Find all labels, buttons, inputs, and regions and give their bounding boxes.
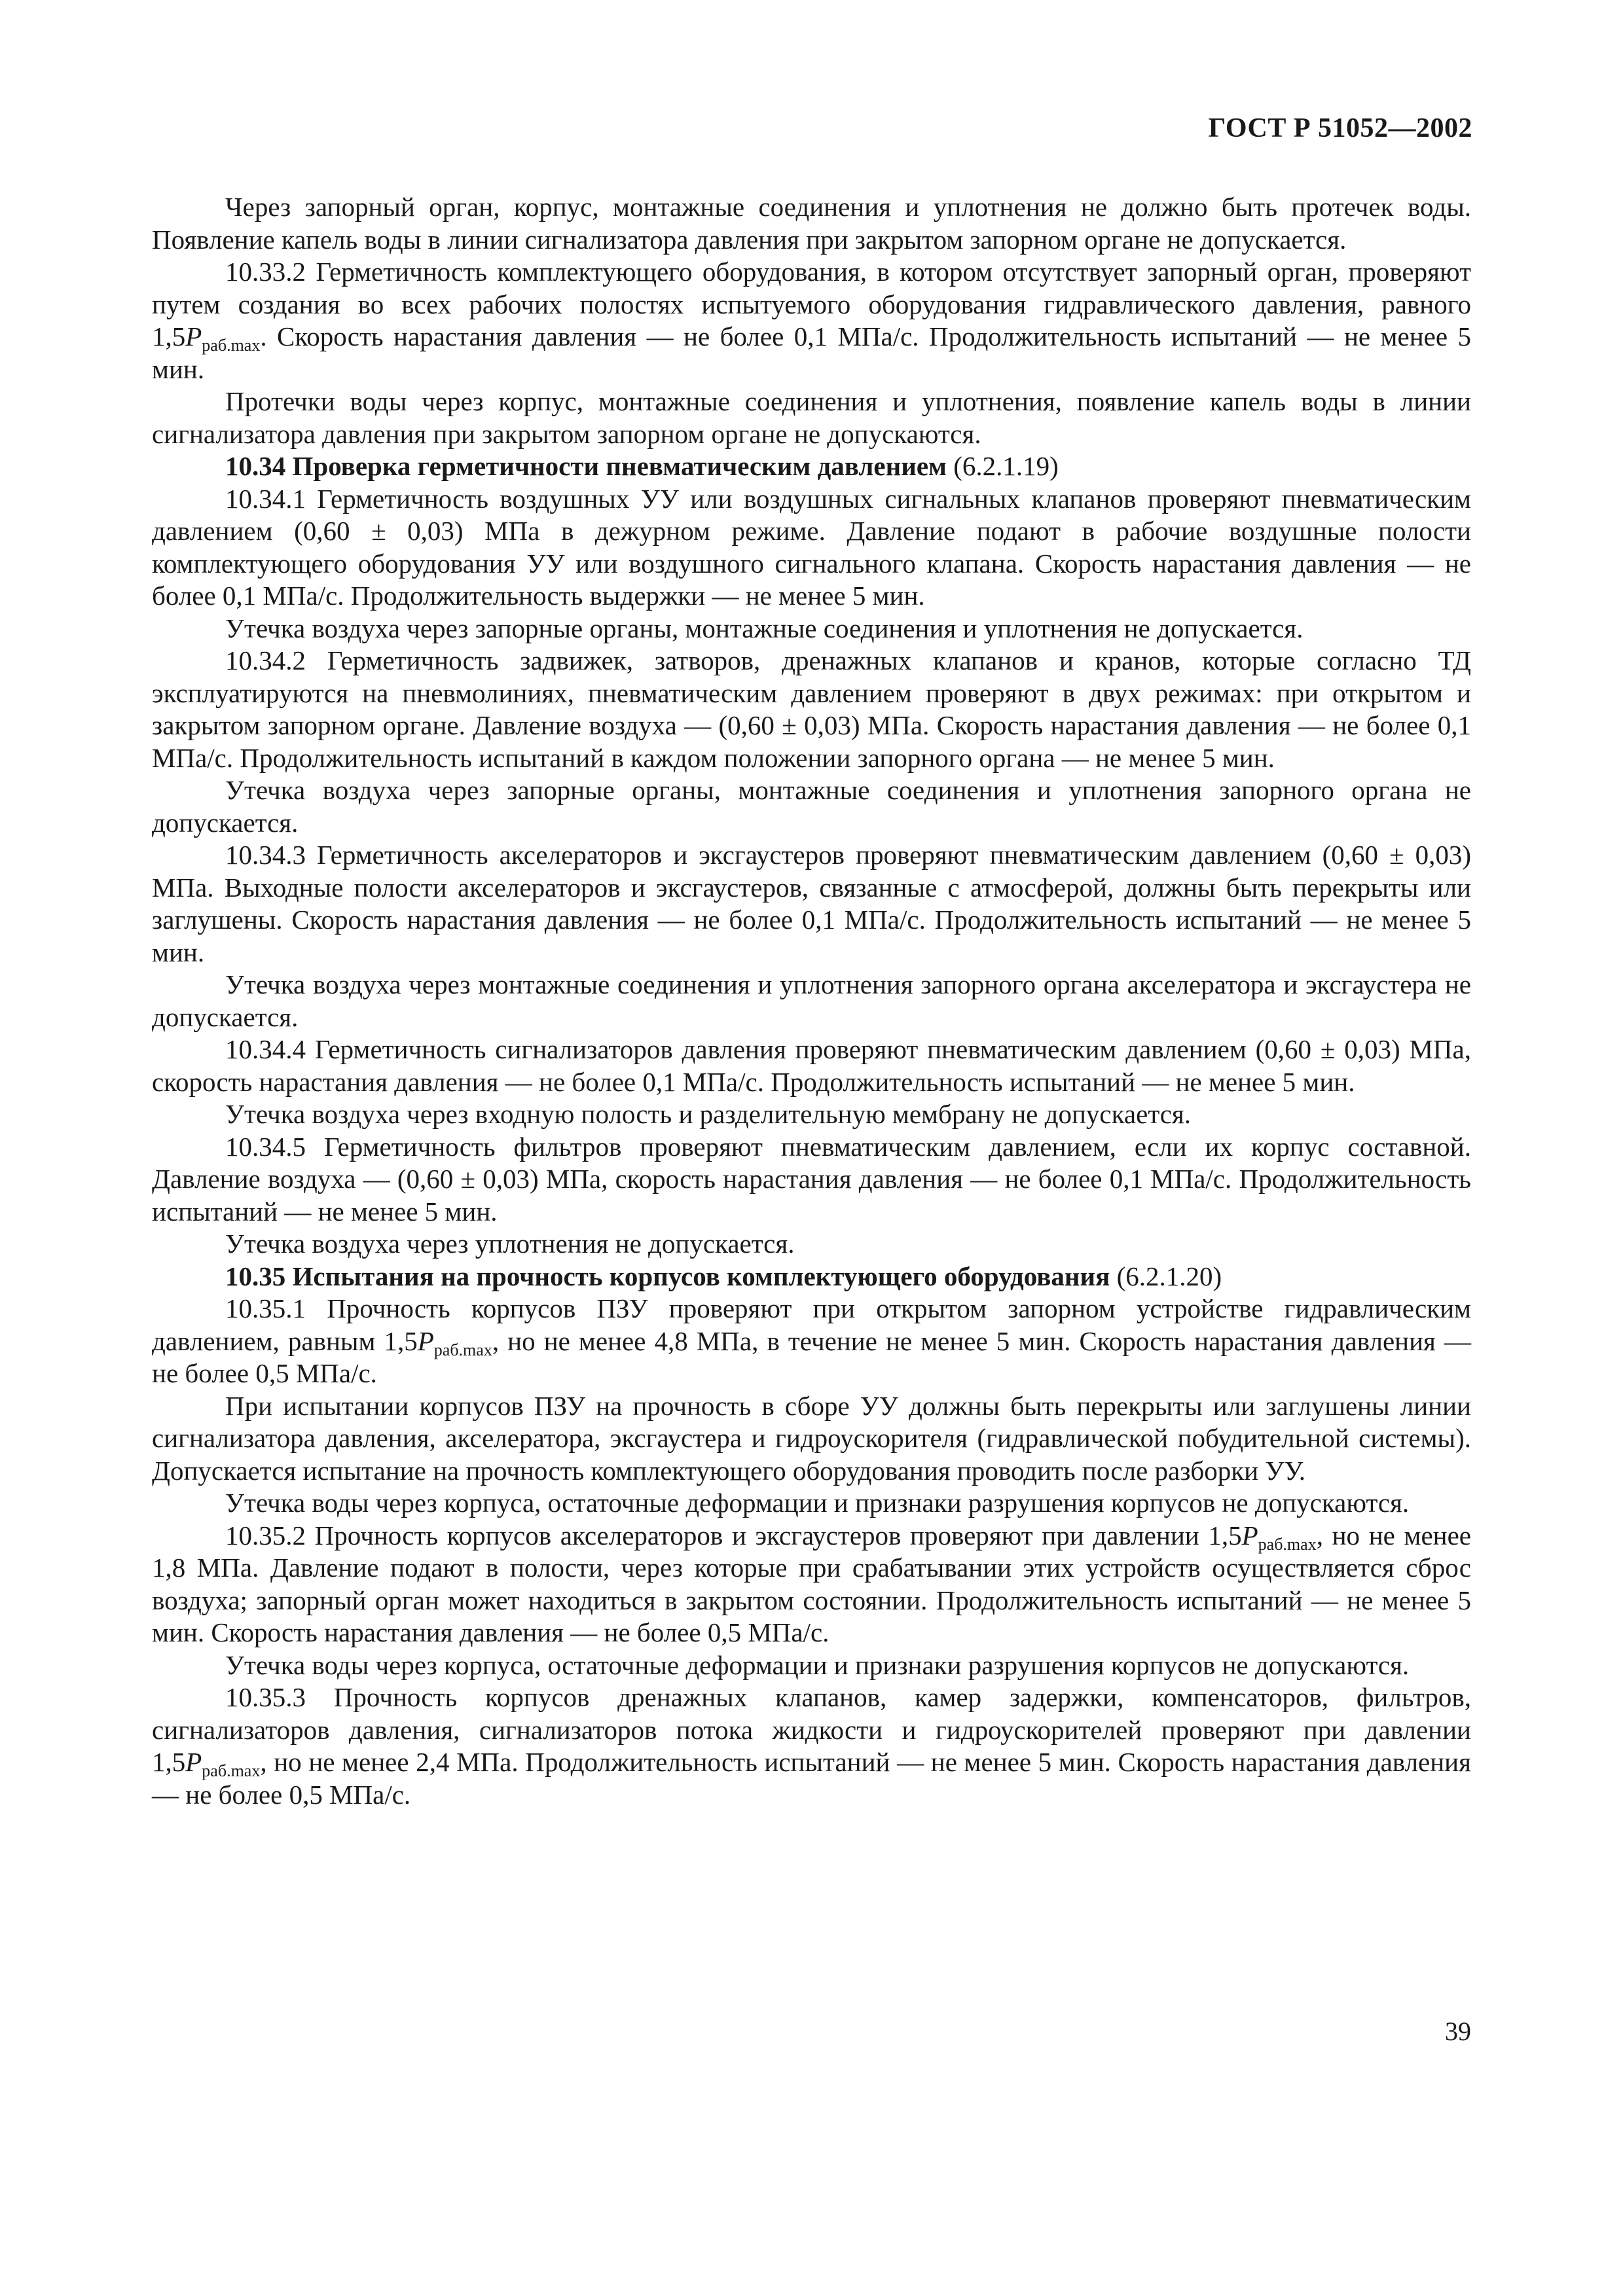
paragraph <box>152 1520 1471 1649</box>
section-heading-title: 10.35 Испытания на прочность корпусов комплектующего оборудования <box>225 1261 1110 1291</box>
pressure-subscript: раб.max <box>433 1340 492 1359</box>
paragraph: 10.34.1 Герметичность воздушных УУ или воздушных сигнальных клапанов проверяют пневматическим давлением (0,60 ± 0,03) МПа в дежурном режиме. Давление подают в рабочие воздушные полости комплектующего оборудования УУ или воздушного сигнального клапана. Скорость нарастания давления — не более 0,1 МПа/с. Продолжительность выдержки — не менее 5 мин. <box>152 483 1471 611</box>
paragraph <box>152 1293 1471 1390</box>
paragraph-text: 10.35.2 Прочность корпусов акселераторов и эксгаустеров проверяют при давлении 1,5 <box>225 1520 1242 1551</box>
section-heading-title: 10.34 Проверка герметичности пневматическим давлением <box>225 451 947 481</box>
pressure-symbol: P <box>1241 1520 1258 1551</box>
pressure-symbol: P <box>185 1747 202 1777</box>
section-heading-ref: (6.2.1.19) <box>946 451 1059 481</box>
paragraph: 10.34.2 Герметичность задвижек, затворов, дренажных клапанов и кранов, которые согласно ТД эксплуатируются на пневмолиниях, пневматическим давлением проверяют в двух режимах: при открытом и закрытом запорном органе. Давление воздуха — (0,60 ± 0,03) МПа. Скорость нарастания давления — не более 0,1 МПа/с. Продолжительность испытаний в каждом положении запорного органа — не менее 5 мин. <box>152 645 1471 773</box>
paragraph-text: , но не менее 1,8 МПа. Давление подают в полости, через которые при срабатывании этих устройств осуществляется сброс воздуха; запорный орган может находиться в закрытом состоянии. Продолжительность испытаний — не менее 5 мин. Скорость нарастания давления — не более 0,5 МПа/с. <box>152 1520 1471 1647</box>
paragraph: Протечки воды через корпус, монтажные соединения и уплотнения, появление капель воды в линии сигнализатора давления при закрытом запорном органе не допускаются. <box>152 386 1471 449</box>
section-heading-ref: (6.2.1.20) <box>1110 1261 1222 1291</box>
paragraph: Утечка воздуха через монтажные соединения и уплотнения запорного органа акселератора и эксгаустера не допускается. <box>152 969 1471 1032</box>
paragraph: Утечка воздуха через запорные органы, монтажные соединения и уплотнения не допускается. <box>225 613 1304 643</box>
pressure-symbol: P <box>417 1325 434 1356</box>
paragraph <box>152 256 1471 386</box>
paragraph <box>152 1681 1471 1811</box>
page-number: 39 <box>1445 2017 1471 2046</box>
paragraph: Утечка воды через корпуса, остаточные деформации и признаки разрушения корпусов не допускаются. <box>225 1488 1410 1518</box>
paragraph-text: 10.33.2 Герметичность комплектующего оборудования, в котором отсутствует запорный орган, проверяют путем создания во всех рабочих полостях испытуемого оборудования гидравлического давления, равного 1,5 <box>152 257 1471 351</box>
paragraph-text: 10.35.1 Прочность корпусов ПЗУ проверяют при открытом запорном устройстве гидравлическим давлением, равным 1,5 <box>152 1293 1471 1356</box>
pressure-subscript: раб.max <box>202 1761 261 1780</box>
document-code: ГОСТ Р 51052—2002 <box>1208 113 1472 143</box>
pressure-subscript: раб.max <box>1258 1534 1317 1554</box>
paragraph: 10.34.3 Герметичность акселераторов и эксгаустеров проверяют пневматическим давлением (0,60 ± 0,03) МПа. Выходные полости акселераторов и эксгаустеров, связанные с атмосферой, должны быть перекрыты или заглушены. Скорость нарастания давления — не более 0,1 МПа/с. Продолжительность испытаний — не менее 5 мин. <box>152 840 1471 967</box>
paragraph: Утечка воды через корпуса, остаточные деформации и признаки разрушения корпусов не допускаются. <box>225 1649 1410 1680</box>
section-heading <box>152 450 1471 483</box>
paragraph: 10.34.5 Герметичность фильтров проверяют пневматическим давлением, если их корпус составной. Давление воздуха — (0,60 ± 0,03) МПа, скорость нарастания давления — не более 0,1 МПа/с. Продолжительность испытаний — не менее 5 мин. <box>152 1131 1471 1227</box>
document-body <box>152 191 1471 1811</box>
paragraph: Утечка воздуха через уплотнения не допускается. <box>225 1229 795 1259</box>
paragraph-text: . Скорость нарастания давления — не более 0,1 МПа/с. Продолжительность испытаний — не менее 5 мин. <box>152 321 1471 384</box>
paragraph: Утечка воздуха через запорные органы, монтажные соединения и уплотнения запорного органа не допускается. <box>152 775 1471 838</box>
paragraph: Через запорный орган, корпус, монтажные соединения и уплотнения не должно быть протечек воды. Появление капель воды в линии сигнализатора давления при закрытом запорном органе не допускается. <box>152 192 1471 255</box>
pressure-symbol: P <box>185 321 202 351</box>
paragraph: 10.34.4 Герметичность сигнализаторов давления проверяют пневматическим давлением (0,60 ± 0,03) МПа, скорость нарастания давления — не более 0,1 МПа/с. Продолжительность испытаний — не менее 5 мин. <box>152 1034 1471 1097</box>
paragraph-text: 10.35.3 Прочность корпусов дренажных клапанов, камер задержки, компенсаторов, фильтров, сигнализаторов давления, сигнализаторов потока жидкости и гидроускорителей проверяют при давлении 1,5 <box>152 1682 1471 1777</box>
section-heading <box>152 1261 1471 1293</box>
paragraph: При испытании корпусов ПЗУ на прочность в сборе УУ должны быть перекрыты или заглушены линии сигнализатора давления, акселератора, эксгаустера и гидроускорителя (гидравлической побудительной системы). Допускается испытание на прочность комплектующего оборудования проводить после разборки УУ. <box>152 1390 1471 1486</box>
paragraph-text: , но не менее 4,8 МПа, в течение не менее 5 мин. Скорость нарастания давления — не более 0,5 МПа/с. <box>152 1325 1471 1388</box>
paragraph-text: , но не менее 2,4 МПа. Продолжительность испытаний — не менее 5 мин. Скорость нарастания давления — не более 0,5 МПа/с. <box>152 1747 1471 1810</box>
paragraph: Утечка воздуха через входную полость и разделительную мембрану не допускается. <box>225 1099 1192 1129</box>
pressure-subscript: раб.max <box>202 336 261 355</box>
